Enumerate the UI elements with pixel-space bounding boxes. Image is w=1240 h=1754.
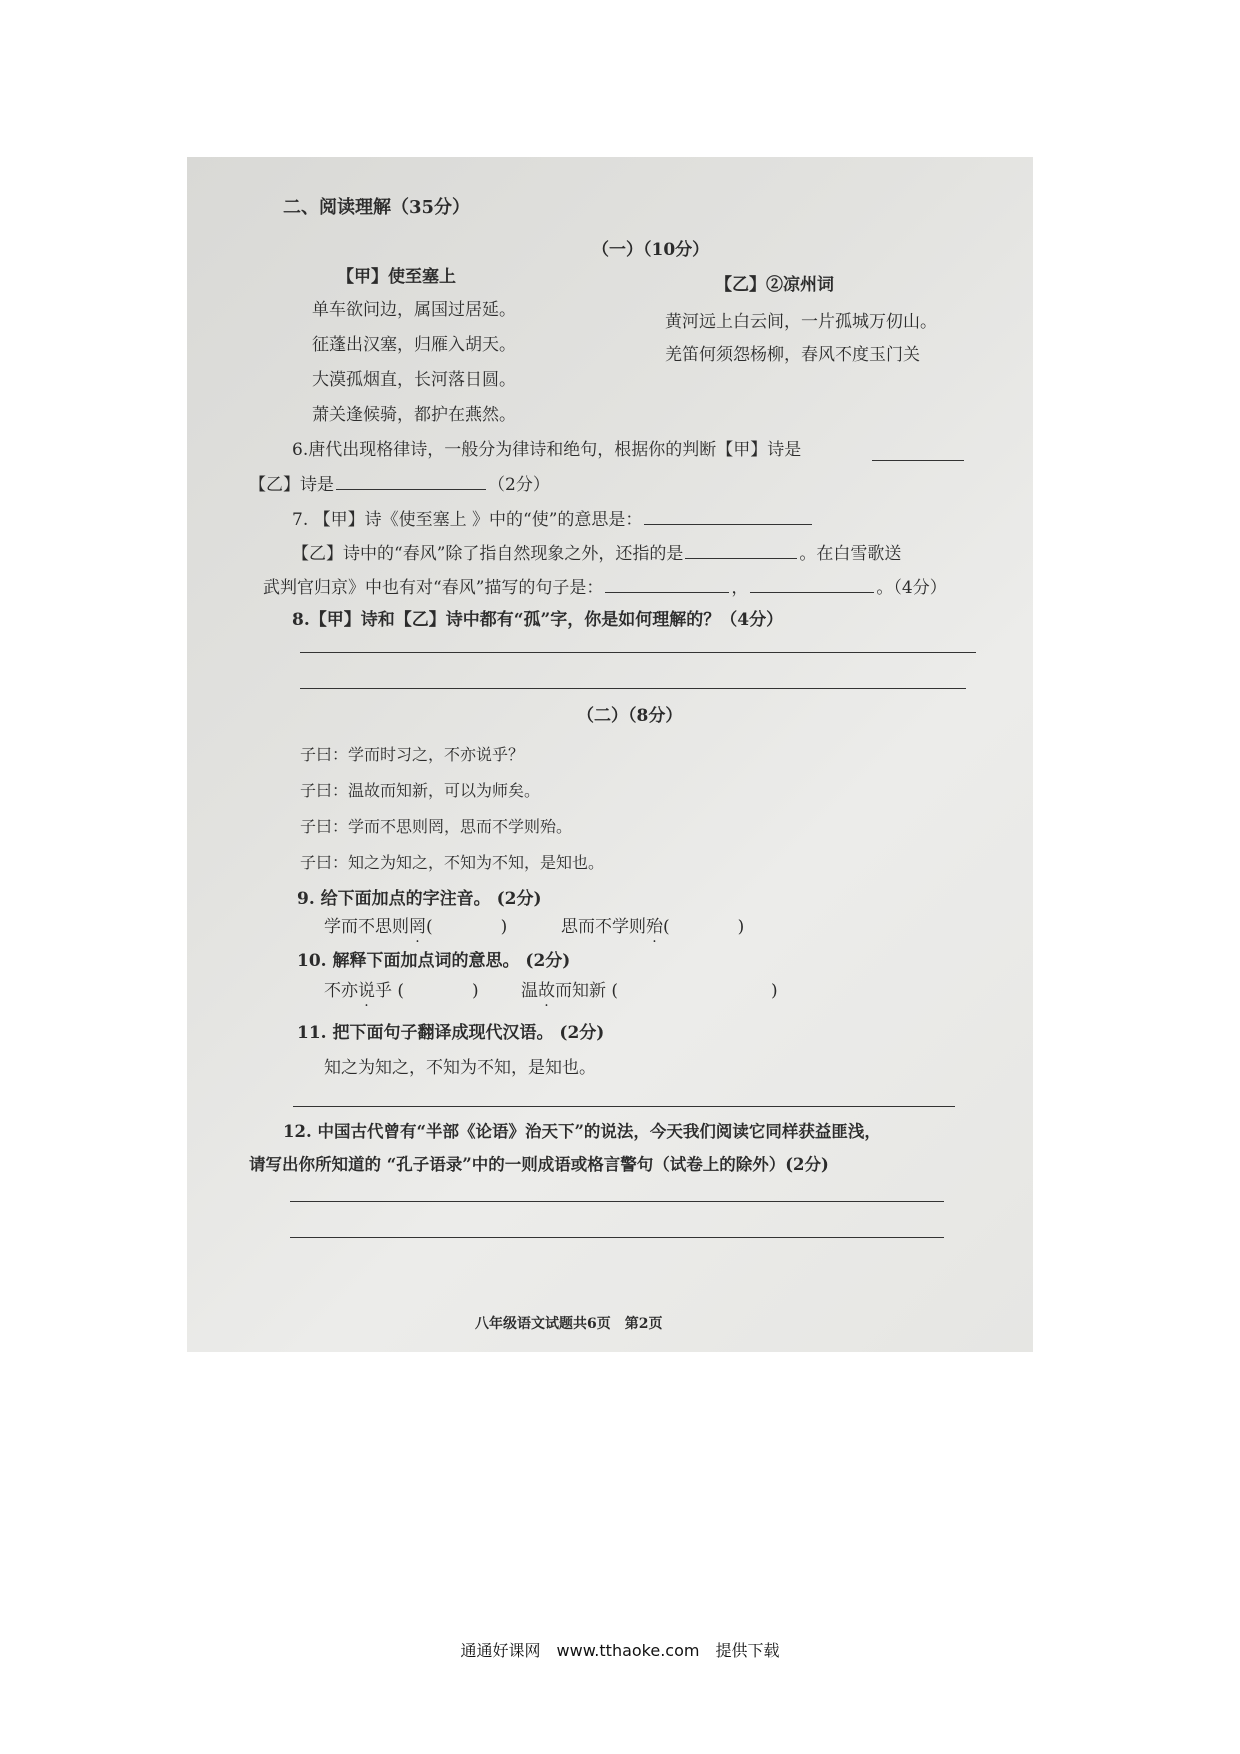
quote-line: 子曰：温故而知新，可以为师矣。 bbox=[300, 781, 541, 800]
section-title: 二、阅读理解（35分） bbox=[283, 197, 471, 218]
q8-answer-line[interactable] bbox=[300, 652, 976, 653]
download-note[interactable]: 通通好课网 www.tthaoke.com 提供下载 bbox=[460, 1641, 780, 1660]
q9-label: 9. 给下面加点的字注音。 (2分) bbox=[297, 889, 542, 909]
q12-line2: 请写出你所知道的 “孔子语录”中的一则成语或格言警句（试卷上的除外）(2分) bbox=[249, 1155, 829, 1174]
q10-item-b: 温故而知新 ( ) bbox=[521, 981, 778, 1001]
q10-label: 10. 解释下面加点词的意思。 (2分) bbox=[297, 951, 571, 971]
poem-b-title: 【乙】②凉州词 bbox=[715, 275, 834, 295]
q9-item-b: 思而不学则殆( ) bbox=[561, 917, 745, 937]
q7-line3: 武判官归京》中也有对“春风”描写的句子是： ， 。（4分） bbox=[263, 578, 947, 598]
part2-header: （二）（8分） bbox=[577, 706, 683, 726]
q7-line2: 【乙】诗中的“春风”除了指自然现象之外，还指的是 。在白雪歌送 bbox=[292, 544, 902, 564]
poem-a-title: 【甲】使至塞上 bbox=[337, 267, 456, 287]
q7-blank-c[interactable] bbox=[605, 578, 729, 593]
poem-a-line: 萧关逢候骑，都护在燕然。 bbox=[312, 405, 516, 425]
q7-line1: 7. 【甲】诗《使至塞上 》中的“使”的意思是： bbox=[292, 510, 814, 529]
poem-a-line: 征蓬出汉塞，归雁入胡天。 bbox=[312, 335, 516, 355]
q10-item-a: 不亦说乎 ( ) bbox=[324, 981, 479, 1001]
q6-line2: 【乙】诗是 （2分） bbox=[249, 475, 550, 495]
q11-label: 11. 把下面句子翻译成现代汉语。 (2分) bbox=[297, 1023, 605, 1043]
q12-line1: 12. 中国古代曾有“半部《论语》治天下”的说法，今天我们阅读它同样获益匪浅， bbox=[283, 1122, 881, 1141]
q11-answer-line[interactable] bbox=[293, 1106, 955, 1107]
poem-b-line: 黄河远上白云间，一片孤城万仞山。 bbox=[665, 312, 937, 332]
q6-blank-b[interactable] bbox=[336, 475, 486, 490]
q12-answer-line[interactable] bbox=[290, 1201, 944, 1202]
poem-a-line: 单车欲问边，属国过居延。 bbox=[312, 300, 516, 320]
quote-line: 子曰：知之为知之，不知为不知，是知也。 bbox=[300, 853, 605, 872]
q7-blank-d[interactable] bbox=[750, 578, 874, 593]
part1-header: （一）（10分） bbox=[592, 240, 710, 260]
q6-blank-a[interactable] bbox=[872, 460, 964, 461]
q12-answer-line[interactable] bbox=[290, 1237, 944, 1238]
poem-b-line: 羌笛何须怨杨柳，春风不度玉门关 bbox=[665, 345, 920, 365]
q8-label: 8.【甲】诗和【乙】诗中都有“孤”字，你是如何理解的？（4分） bbox=[292, 610, 784, 630]
q7-blank-b[interactable] bbox=[685, 544, 797, 559]
q7-blank-a[interactable] bbox=[644, 510, 812, 525]
q9-item-a: 学而不思则罔( ) bbox=[324, 917, 508, 937]
q8-answer-line[interactable] bbox=[300, 688, 966, 689]
q6-line1: 6.唐代出现格律诗，一般分为律诗和绝句，根据你的判断【甲】诗是 bbox=[292, 440, 802, 460]
exam-page-photo bbox=[187, 157, 1033, 1352]
quote-line: 子曰：学而时习之，不亦说乎？ bbox=[300, 745, 525, 764]
quote-line: 子曰：学而不思则罔，思而不学则殆。 bbox=[300, 817, 573, 836]
page-footer: 八年级语文试题共6页 第2页 bbox=[475, 1316, 663, 1332]
q11-sentence: 知之为知之，不知为不知，是知也。 bbox=[324, 1058, 596, 1078]
poem-a-line: 大漠孤烟直，长河落日圆。 bbox=[312, 370, 516, 390]
